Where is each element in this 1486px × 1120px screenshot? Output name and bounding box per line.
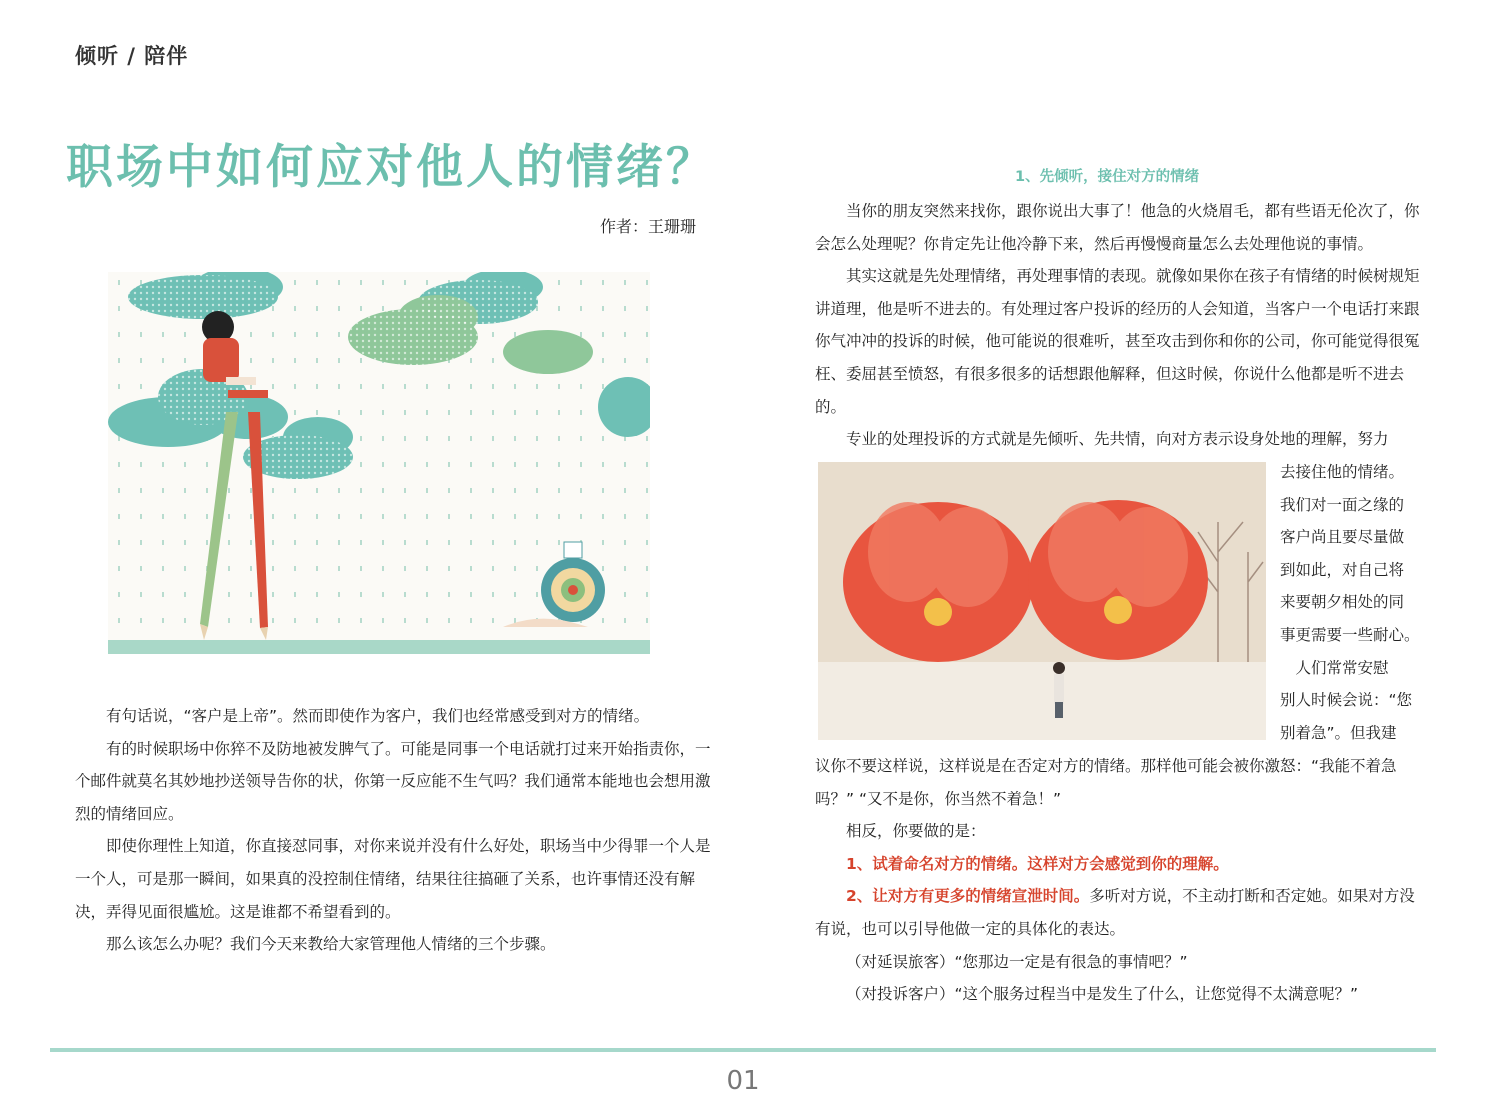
example-line: （对延误旅客）“您那边一定是有很急的事情吧？” (846, 952, 1188, 971)
key-point-2-rest: 多听对方说，不主动打断和否定她。如果对方没有说，也可以引导他做一定的具体化的表达。 (815, 887, 1415, 938)
text-line: 客户尚且要尽量做 (1280, 528, 1405, 547)
text-line: 别着急”。但我建 (1280, 723, 1397, 742)
paragraph: 有句话说，“客户是上帝”。然而即使作为客户，我们也经常感受到对方的情绪。 (106, 707, 650, 725)
right-column-wrap-text (1280, 456, 1428, 749)
right-column-text-bottom (815, 750, 1425, 1011)
paragraph: 专业的处理投诉的方式就是先倾听、先共情，向对方表示设身处地的理解，努力 (846, 430, 1389, 449)
text-line: 事更需要一些耐心。 (1280, 625, 1420, 644)
footer-divider (50, 1048, 1436, 1052)
example-line: （对投诉客户）“这个服务过程当中是发生了什么，让您觉得不太满意呢？” (846, 985, 1359, 1004)
section-tag: 倾听 / 陪伴 (75, 43, 189, 68)
text-line: 去接住他的情绪。 (1280, 463, 1405, 481)
key-point-2 (815, 880, 1425, 945)
paragraph: 议你不要这样说，这样说是在否定对方的情绪。那样他可能会被你激怒：“我能不着急吗？” “又不是你，你当然不着急！” (815, 757, 1397, 808)
text-line: 来要朝夕相处的同 (1280, 593, 1405, 612)
key-point-1: 1、试着命名对方的情绪。这样对方会感觉到你的理解。 (846, 854, 1229, 873)
paragraph: 相反，你要做的是： (846, 822, 986, 841)
section-heading: 1、先倾听，接住对方的情绪 (1015, 169, 1200, 185)
text-line: 别人时候会说：“您 (1280, 691, 1413, 710)
paragraph: 当你的朋友突然来找你，跟你说出大事了！他急的火烧眉毛，都有些语无伦次了，你会怎么处理呢？你肯定先让他冷静下来，然后再慢慢商量怎么去处理他说的事情。 (815, 202, 1420, 253)
article-author: 作者：王珊珊 (600, 217, 697, 236)
paragraph: 其实这就是先处理情绪，再处理事情的表现。就像如果你在孩子有情绪的时候树规矩讲道理，他是听不进去的。有处理过客户投诉的经历的人会知道，当客户一个电话打来跟你气冲冲的投诉的时候，他可能说的很难听，甚至攻击到你和你的公司，你可能觉得很冤枉、委屈甚至愤怒，有很多很多的话想跟他解释，但这时候，你说什么他都是听不进去的。 (815, 267, 1420, 416)
left-column-text (75, 700, 720, 961)
paragraph: 有的时候职场中你猝不及防地被发脾气了。可能是同事一个电话就打过来开始指责你，一个邮件就莫名其妙地抄送领导告你的状，你第一反应能不生气吗？我们通常本能地也会想用激烈的情绪回应。 (75, 739, 711, 823)
paragraph: 那么该怎么办呢？我们今天来教给大家管理他人情绪的三个步骤。 (106, 935, 556, 954)
illustration-girl-pencils (108, 272, 650, 654)
illustration-red-flowers (818, 462, 1266, 740)
text-line: 人们常常安慰 (1280, 658, 1389, 677)
key-point-2-bold: 2、让对方有更多的情绪宣泄时间。 (846, 887, 1090, 906)
paragraph: 即使你理性上知道，你直接怼同事，对你来说并没有什么好处，职场当中少得罪一个人是一个人，可是那一瞬间，如果真的没控制住情绪，结果往往搞砸了关系，也许事情还没有解决，弄得见面很尴尬。这是谁都不希望看到的。 (75, 837, 711, 921)
text-line: 到如此，对自己将 (1280, 560, 1405, 579)
text-line: 我们对一面之缘的 (1280, 495, 1405, 514)
page-number: 01 (726, 1066, 760, 1096)
right-column-text-top (815, 195, 1425, 456)
article-title: 职场中如何应对他人的情绪？ (66, 140, 716, 195)
